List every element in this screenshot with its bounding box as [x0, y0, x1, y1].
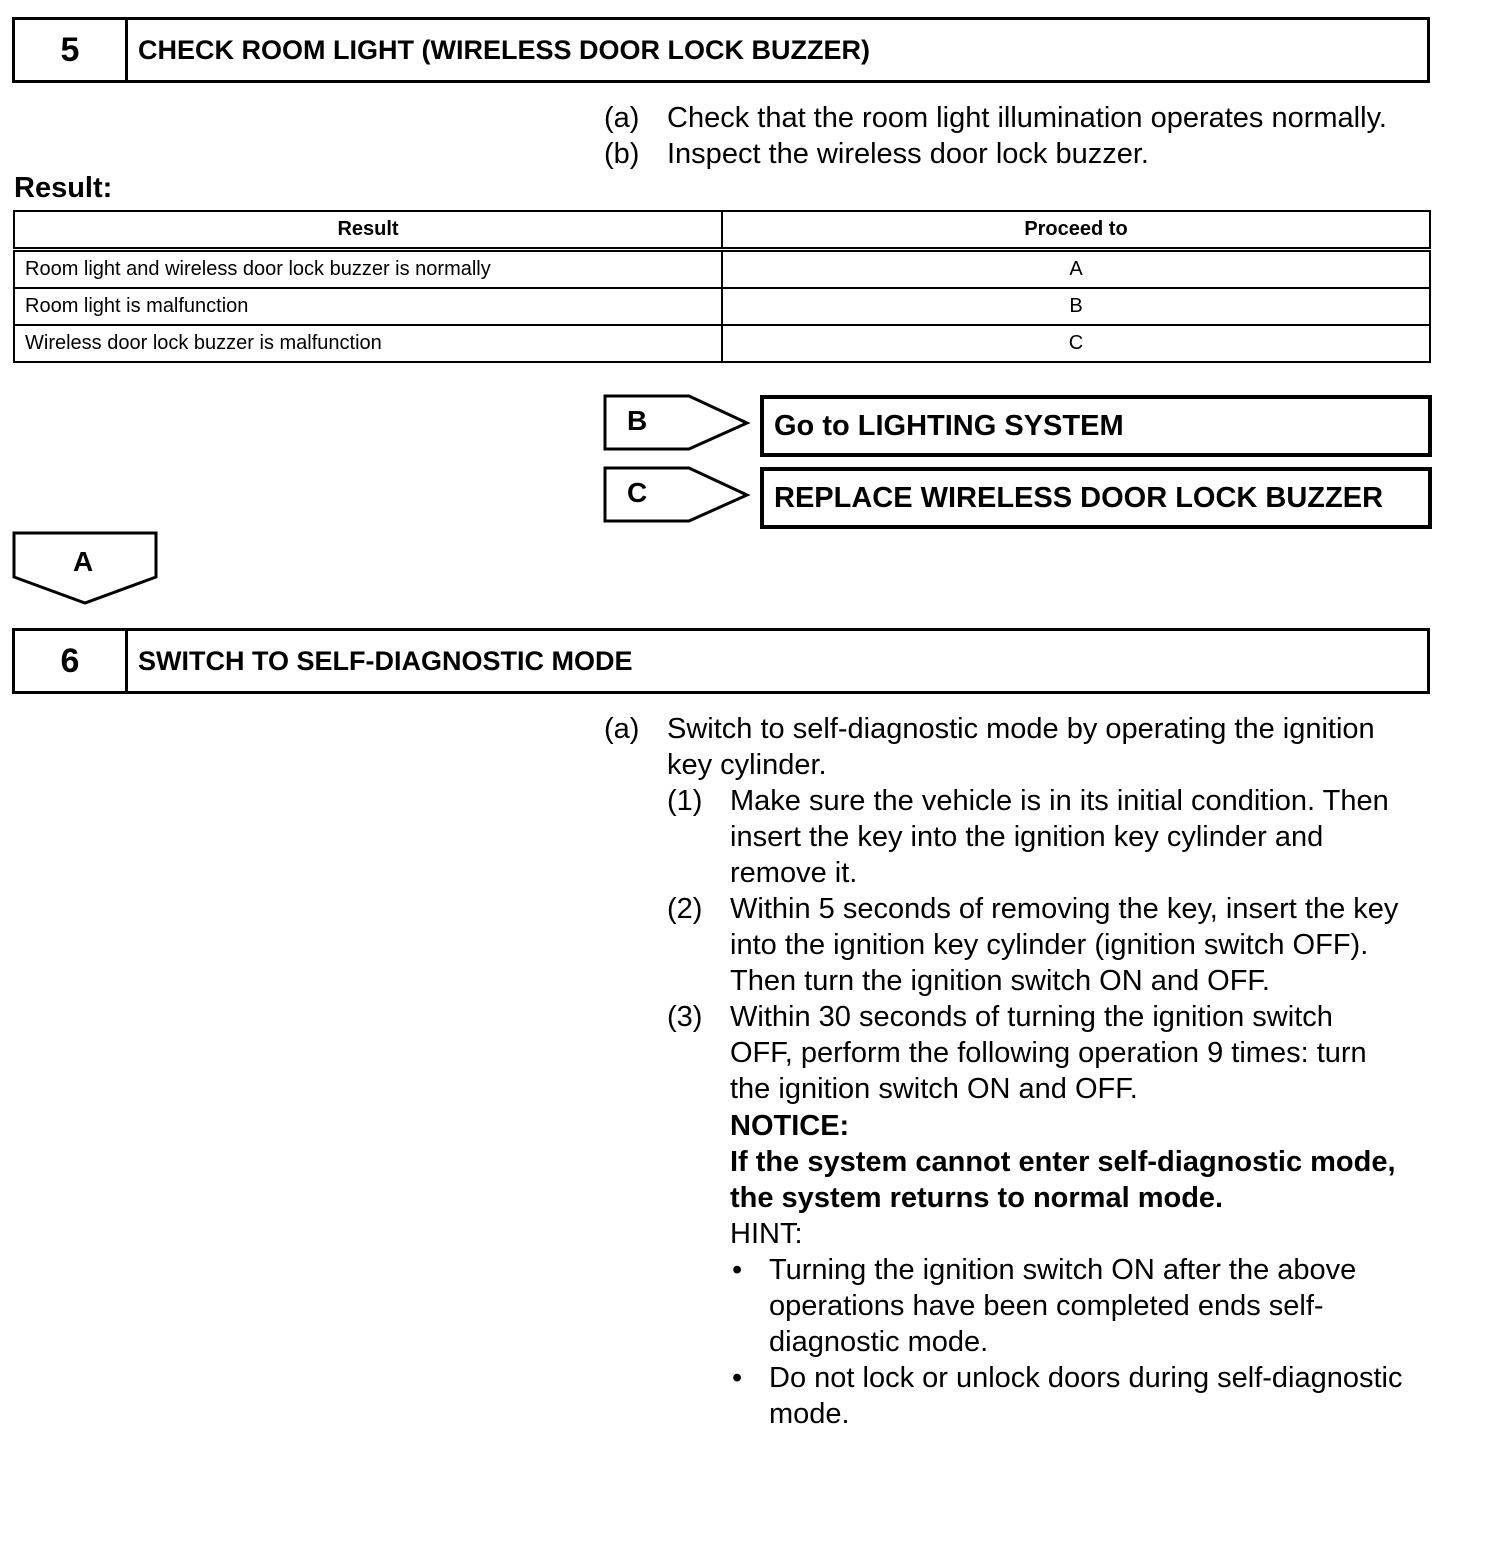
proceed-cell: A — [722, 250, 1430, 289]
instruction-text: Switch to self-diagnostic mode by operating the ignition — [667, 713, 1375, 745]
branch-tag-c-label: C — [627, 477, 648, 508]
step-6-header — [12, 628, 1430, 694]
instruction-text: Inspect the wireless door lock buzzer. — [667, 138, 1149, 170]
proceed-cell: B — [722, 288, 1430, 325]
notice-text: If the system cannot enter self-diagnostic mode, — [730, 1146, 1396, 1178]
table-row — [14, 288, 1430, 325]
substep-text: Make sure the vehicle is in its initial condition. Then — [730, 785, 1389, 817]
result-cell: Wireless door lock buzzer is malfunction — [14, 325, 722, 362]
step-title: SWITCH TO SELF-DIAGNOSTIC MODE — [138, 645, 633, 676]
step-number: 6 — [15, 631, 128, 691]
column-header-result: Result — [14, 211, 722, 250]
table-row — [14, 250, 1430, 289]
instruction-marker: (a) — [604, 102, 640, 134]
substep-text: into the ignition key cylinder (ignition switch OFF). — [730, 929, 1369, 961]
substep-marker: (3) — [667, 1001, 703, 1033]
hint-text: Do not lock or unlock doors during self-diagnostic — [769, 1362, 1403, 1394]
substep-marker: (1) — [667, 785, 703, 817]
substep-text: Within 5 seconds of removing the key, insert the key — [730, 893, 1399, 925]
table-row — [14, 325, 1430, 362]
bullet-icon: • — [732, 1254, 743, 1286]
branch-tag-b-label: B — [627, 405, 648, 436]
hint-text: mode. — [769, 1398, 850, 1430]
step-5-header — [12, 17, 1430, 83]
step-title: CHECK ROOM LIGHT (WIRELESS DOOR LOCK BUZZER) — [138, 34, 870, 65]
substep-text: OFF, perform the following operation 9 times: turn — [730, 1037, 1367, 1069]
substep-text: remove it. — [730, 857, 858, 889]
notice-label: NOTICE: — [730, 1110, 850, 1142]
branch-c-action[interactable]: REPLACE WIRELESS DOOR LOCK BUZZER — [760, 467, 1432, 529]
table-header-row — [14, 211, 1430, 250]
branch-b-action[interactable]: Go to LIGHTING SYSTEM — [760, 395, 1432, 457]
branch-tag-b-arrow-icon — [603, 394, 753, 454]
instruction-text: key cylinder. — [667, 749, 827, 781]
instruction-marker: (a) — [604, 713, 640, 745]
proceed-cell: C — [722, 325, 1430, 362]
substep-text: insert the key into the ignition key cylinder and — [730, 821, 1324, 853]
result-cell: Room light and wireless door lock buzzer is normally — [14, 250, 722, 289]
instruction-marker: (b) — [604, 138, 640, 170]
instruction-text: Check that the room light illumination operates normally. — [667, 102, 1387, 134]
substep-text: Within 30 seconds of turning the ignition switch — [730, 1001, 1333, 1033]
substep-text: Then turn the ignition switch ON and OFF. — [730, 965, 1270, 997]
continue-tag-a-label: A — [73, 546, 94, 577]
hint-text: operations have been completed ends self- — [769, 1290, 1324, 1322]
result-label: Result: — [14, 172, 113, 204]
bullet-icon: • — [732, 1362, 743, 1394]
substep-text: the ignition switch ON and OFF. — [730, 1073, 1138, 1105]
result-cell: Room light is malfunction — [14, 288, 722, 325]
step-number: 5 — [15, 20, 128, 80]
branch-tag-c-arrow-icon — [603, 466, 753, 526]
notice-text: the system returns to normal mode. — [730, 1182, 1224, 1214]
hint-text: Turning the ignition switch ON after the above — [769, 1254, 1357, 1286]
column-header-proceed-to: Proceed to — [722, 211, 1430, 250]
hint-text: diagnostic mode. — [769, 1326, 989, 1358]
result-table — [13, 210, 1431, 363]
substep-marker: (2) — [667, 893, 703, 925]
hint-label: HINT: — [730, 1218, 803, 1250]
